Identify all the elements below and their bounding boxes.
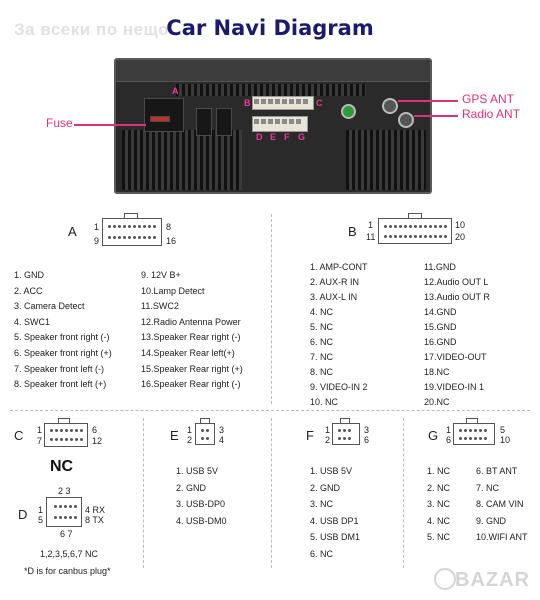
pin-desc: 3. NC <box>427 499 451 509</box>
pin-desc: 12.Radio Antenna Power <box>141 316 241 327</box>
connector-e-pin-bl: 2 <box>187 435 193 445</box>
pin-desc: 2. AUX-R IN <box>310 277 360 287</box>
panel-label-f: F <box>284 132 290 142</box>
pin-desc: 2. ACC <box>14 285 43 296</box>
pin-desc: 5. NC <box>427 532 451 542</box>
pin-desc: 9. GND <box>476 515 507 526</box>
connector-g-letter: G <box>428 428 439 443</box>
connector-f-diagram <box>332 423 360 445</box>
connector-g-pinout-right <box>476 463 528 546</box>
watermark-top: За всеки по нещо <box>14 20 170 39</box>
pin-desc: 13.Audio OUT R <box>424 292 490 302</box>
connector-c-pin-tl: 1 <box>37 425 43 435</box>
divider-vertical-2 <box>271 418 272 568</box>
right-heatsink <box>346 130 426 190</box>
pin-desc: 17.VIDEO-OUT <box>424 352 487 362</box>
connector-a-pin-tl: 1 <box>94 222 100 232</box>
connector-g-diagram <box>453 423 495 445</box>
gps-ant-callout: GPS ANT <box>462 92 515 106</box>
pin-desc: 5. USB DM1 <box>310 532 361 542</box>
pin-desc: 3. NC <box>310 499 334 509</box>
panel-top-bar <box>116 60 430 82</box>
fuse-holder <box>150 116 170 122</box>
pin-desc: 1. USB 5V <box>176 466 219 476</box>
pin-desc: 1. USB 5V <box>310 466 353 476</box>
connector-f-pinout <box>310 463 360 562</box>
pin-desc: 4. NC <box>427 515 451 526</box>
pin-desc: 5. NC <box>310 322 334 332</box>
center-socket-2 <box>216 108 232 136</box>
connector-f-letter: F <box>306 428 314 443</box>
connector-f-pin-tl: 1 <box>325 425 331 435</box>
pin-desc: 2. NC <box>427 482 451 493</box>
connector-a-letter: A <box>68 224 77 239</box>
connector-a-diagram <box>102 218 162 246</box>
connector-d-diagram <box>46 497 82 527</box>
pin-desc: 6. Speaker front right (+) <box>14 347 112 358</box>
pin-desc: 19.VIDEO-IN 1 <box>424 382 485 392</box>
connector-a-pinout-right <box>141 268 243 393</box>
pin-desc: 3. Camera Detect <box>14 301 85 312</box>
connector-e-diagram <box>195 423 215 445</box>
pin-desc: 4. USB-DM0 <box>176 515 227 526</box>
connector-b-pinout-left <box>310 260 368 410</box>
connector-c-letter: C <box>14 428 24 443</box>
pin-desc: 11.GND <box>424 262 456 272</box>
divider-vertical-3 <box>403 418 404 568</box>
connector-a-pinout-left <box>14 268 112 393</box>
connector-b-letter: B <box>348 224 357 239</box>
panel-label-d: D <box>256 132 263 142</box>
connector-d-pin-5: 5 <box>38 515 44 525</box>
connector-b-pin-bl: 11 <box>366 232 376 242</box>
pin-desc: 8. CAM VIN <box>476 499 524 509</box>
pin-desc: 6. BT ANT <box>476 466 518 476</box>
connector-b-photo <box>252 96 314 110</box>
radio-callout-line <box>414 115 458 117</box>
center-socket-1 <box>196 108 212 136</box>
connector-e-pin-tl: 1 <box>187 425 193 435</box>
pin-desc: 10.Lamp Detect <box>141 285 205 296</box>
pin-desc: 6. NC <box>310 337 334 347</box>
green-cap <box>341 104 356 119</box>
back-panel-photo <box>114 58 432 194</box>
top-vent <box>176 84 366 96</box>
connector-d-pin-tx: 8 TX <box>85 515 104 525</box>
pin-desc: 1. AMP-CONT <box>310 262 368 272</box>
pin-desc: 20.NC <box>424 397 450 407</box>
connector-b-diagram <box>378 218 452 244</box>
page-title: Car Navi Diagram <box>166 16 374 40</box>
panel-label-c: C <box>316 98 323 108</box>
connector-g-pin-tl: 1 <box>446 425 452 435</box>
bazar-logo-icon <box>434 568 456 590</box>
pin-desc: 9. 12V B+ <box>141 270 181 280</box>
pin-desc: 4. USB DP1 <box>310 515 359 526</box>
pin-desc: 11.SWC2 <box>141 301 179 312</box>
pin-desc: 15.Speaker Rear right (+) <box>141 363 243 374</box>
panel-label-g: G <box>298 132 306 142</box>
connector-b-pin-tl: 1 <box>368 220 374 230</box>
radio-antenna-port <box>398 112 414 128</box>
pin-desc: 10. NC <box>310 397 339 407</box>
panel-label-a: A <box>172 86 179 96</box>
pin-desc: 5. Speaker front right (-) <box>14 332 110 343</box>
connector-e-pin-tr: 3 <box>219 425 225 435</box>
pin-desc: 2. GND <box>310 482 341 493</box>
pin-desc: 6. NC <box>310 548 334 559</box>
pin-desc: 13.Speaker Rear right (-) <box>141 332 241 343</box>
connector-a-socket <box>144 98 184 132</box>
pin-desc: 8. NC <box>310 367 334 377</box>
pin-desc: 18.NC <box>424 367 450 377</box>
pin-desc: 7. NC <box>476 482 500 493</box>
connector-g-pinout-left <box>427 463 450 546</box>
pin-desc: 16.GND <box>424 337 457 347</box>
gps-callout-line <box>398 100 458 102</box>
connector-c-diagram <box>44 423 88 447</box>
connector-d-pins-bottom: 6 7 <box>60 529 73 539</box>
panel-label-e: E <box>270 132 277 142</box>
connector-g-pin-bl: 6 <box>446 435 452 445</box>
watermark-bottom: BAZAR <box>455 569 530 591</box>
connector-g-pin-tr: 5 <box>500 425 506 435</box>
connector-b-pin-tr: 10 <box>455 220 466 230</box>
connector-g-pin-br: 10 <box>500 435 511 445</box>
connector-f-pin-tr: 3 <box>364 425 370 435</box>
divider-horizontal <box>10 410 530 411</box>
pin-desc: 7. NC <box>310 352 334 362</box>
connector-c-pin-br: 12 <box>92 436 103 446</box>
pin-desc: 10.WIFI ANT <box>476 532 528 542</box>
panel-label-b: B <box>244 98 251 108</box>
divider-vertical-1 <box>143 418 144 568</box>
pin-desc: 16.Speaker Rear right (-) <box>141 379 241 390</box>
pin-desc: 1. GND <box>14 270 45 280</box>
connector-a-pin-tr: 8 <box>166 222 172 232</box>
pin-desc: 2. GND <box>176 482 207 493</box>
connector-f-pin-br: 6 <box>364 435 370 445</box>
connector-d-nc-note: 1,2,3,5,6,7 NC <box>40 549 99 559</box>
connector-d-canbus-note: *D is for canbus plug* <box>24 566 111 576</box>
pin-desc: 1. NC <box>427 466 451 476</box>
connector-d-letter: D <box>18 507 28 522</box>
connector-d-pin-rx: 4 RX <box>85 505 106 515</box>
pin-desc: 8. Speaker front left (+) <box>14 379 107 390</box>
pin-desc: 12.Audio OUT L <box>424 277 489 287</box>
connector-b-pinout-right <box>424 260 490 410</box>
connector-c-pin-bl: 7 <box>37 436 43 446</box>
pin-desc: 3. USB-DP0 <box>176 499 226 509</box>
pin-desc: 3. AUX-L IN <box>310 292 358 302</box>
pin-desc: 4. NC <box>310 307 334 317</box>
divider-vertical-top <box>271 214 272 404</box>
gps-antenna-port <box>382 98 398 114</box>
connector-f-pin-bl: 2 <box>325 435 331 445</box>
connector-e-pin-br: 4 <box>219 435 225 445</box>
pin-desc: 14.Speaker Rear left(+) <box>141 347 235 358</box>
pin-desc: 15.GND <box>424 322 457 332</box>
left-heatsink <box>122 130 242 190</box>
connector-e-letter: E <box>170 428 179 443</box>
connector-a-pin-bl: 9 <box>94 236 100 246</box>
connector-efg-photo <box>252 116 308 132</box>
connector-a-pin-br: 16 <box>166 236 177 246</box>
pin-desc: 7. Speaker front left (-) <box>14 363 105 374</box>
pin-desc: 9. VIDEO-IN 2 <box>310 382 368 392</box>
connector-c-pin-tr: 6 <box>92 425 98 435</box>
connector-b-pin-br: 20 <box>455 232 466 242</box>
connector-d-pins-top: 2 3 <box>58 486 71 496</box>
fuse-callout: Fuse <box>46 116 73 130</box>
pin-desc: 14.GND <box>424 307 457 317</box>
radio-ant-callout: Radio ANT <box>462 107 521 121</box>
fuse-callout-line <box>74 124 146 126</box>
pin-desc: 4. SWC1 <box>14 316 51 327</box>
connector-c-nc: NC <box>50 458 74 475</box>
connector-d-pin-1: 1 <box>38 505 44 515</box>
connector-e-pinout <box>176 463 227 529</box>
